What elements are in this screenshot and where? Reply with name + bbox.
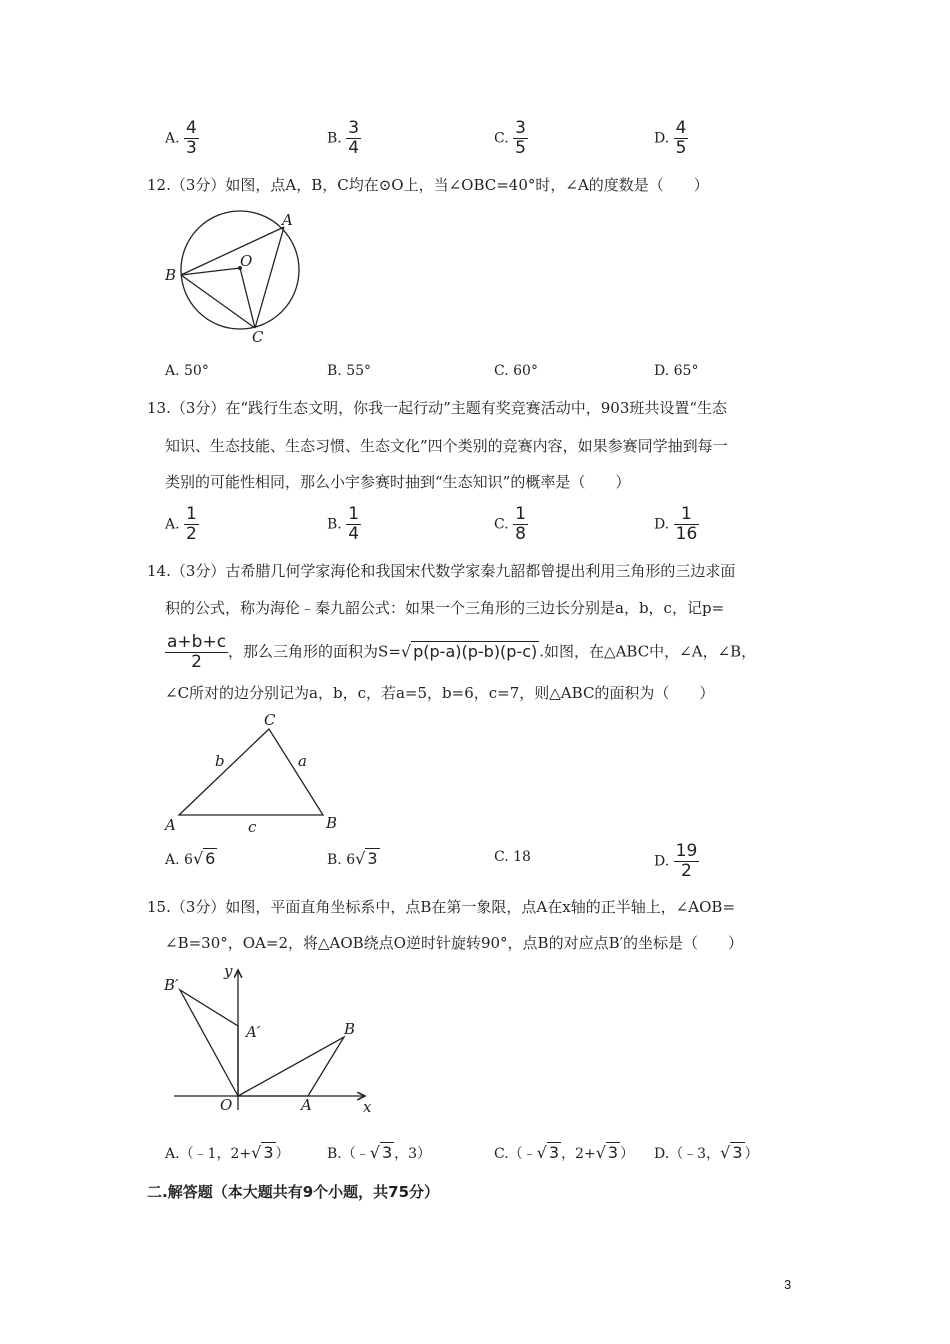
label-b-prime: B′ bbox=[164, 976, 179, 994]
sqrt: √ 3 bbox=[595, 1143, 619, 1162]
q15-coordinate-figure bbox=[160, 960, 380, 1120]
q13-stem-line1: 13.（3分）在“践行生态文明，你我一起行动”主题有奖竞赛活动中，903班共设置“生态 bbox=[147, 399, 728, 417]
q12-option-b: B. 55° bbox=[327, 363, 372, 379]
sqrt: √ 3 bbox=[355, 849, 378, 868]
q14-stem-line2: 积的公式，称为海伦﹣秦九韶公式：如果一个三角形的三边长分别是a，b，c，记p= bbox=[165, 599, 725, 617]
p-fraction: $\frac{a+b+c}{2}$ bbox=[167, 632, 227, 672]
q14-stem-line4: ∠C所对的边分别记为a，b，c，若a=5，b=6，c=7，则△ABC的面积为（ ） bbox=[165, 684, 715, 702]
label-c: C bbox=[252, 328, 264, 346]
fraction: $\frac{4}{3}$ bbox=[186, 118, 197, 158]
q11-option-b bbox=[327, 119, 361, 158]
q12-stem: 12.（3分）如图，点A，B，C均在⊙O上，当∠OBC=40°时，∠A的度数是（ ） bbox=[147, 176, 709, 194]
q12-option-a: A. 50° bbox=[165, 363, 209, 379]
q13-stem-line3: 类别的可能性相同，那么小宇参赛时抽到“生态知识”的概率是（ ） bbox=[165, 473, 631, 491]
triangle-a1ob1 bbox=[180, 990, 238, 1096]
segment-ba bbox=[181, 227, 284, 275]
q13-stem-line2: 知识、生态技能、生态习惯、生态文化”四个类别的竞赛内容，如果参赛同学抽到每一 bbox=[165, 437, 728, 455]
label-a: A bbox=[282, 211, 293, 229]
fraction: $\frac{4}{5}$ bbox=[675, 118, 687, 158]
label-x: x bbox=[363, 1098, 372, 1116]
option-letter: D. bbox=[654, 130, 670, 147]
label-o: O bbox=[240, 252, 253, 270]
q15-stem-line2: ∠B=30°，OA=2，将△AOB绕点O逆时针旋转90°，点B的对应点B′的坐标是（ ） bbox=[165, 934, 744, 952]
label-b-vertex: B bbox=[326, 814, 338, 832]
page-number: 3 bbox=[784, 1277, 792, 1292]
fraction: $\frac{1}{2}$ bbox=[186, 504, 197, 544]
option-letter: A. bbox=[165, 130, 180, 147]
q14-option-d: D. $\frac{19}{2}$ bbox=[654, 841, 698, 881]
q14-triangle-figure bbox=[160, 708, 350, 838]
q11-option-a bbox=[165, 119, 199, 158]
option-letter: B. bbox=[327, 130, 342, 147]
fraction: $\frac{1}{16}$ bbox=[675, 504, 698, 544]
fraction: $\frac{19}{2}$ bbox=[675, 841, 698, 881]
label-a: A bbox=[301, 1096, 312, 1114]
option-letter: C. bbox=[494, 130, 509, 147]
label-a-vertex: A bbox=[165, 816, 176, 834]
triangle-aob bbox=[238, 1037, 344, 1096]
sqrt: √ 3 bbox=[369, 1143, 393, 1162]
q14-option-b: B. 6√ 3 bbox=[327, 849, 378, 868]
section-heading: 二.解答题（本大题共有9个小题，共75分） bbox=[147, 1183, 440, 1201]
sqrt: √ 6 bbox=[192, 849, 216, 868]
fraction: $\frac{1}{8}$ bbox=[515, 504, 526, 544]
q15-option-c: C.（﹣√ 3 ，2+√ 3 ） bbox=[494, 1143, 635, 1162]
label-a-side: a bbox=[298, 752, 307, 770]
q15-stem-line1: 15.（3分）如图，平面直角坐标系中，点B在第一象限，点A在x轴的正半轴上，∠AOB= bbox=[147, 898, 736, 916]
label-b-side: b bbox=[215, 752, 225, 770]
q13-option-a: A. $\frac{1}{2}$ bbox=[165, 504, 197, 544]
label-c-vertex: C bbox=[264, 711, 276, 729]
q12-option-d: D. 65° bbox=[654, 363, 699, 379]
sqrt-expression: √ p(p-a)(p-b)(p-c) bbox=[400, 641, 538, 661]
q14-stem-line1: 14.（3分）古希腊几何学家海伦和我国宋代数学家秦九韶都曾提出利用三角形的三边求面 bbox=[147, 562, 736, 580]
fraction: $\frac{3}{5}$ bbox=[515, 118, 526, 158]
fraction: $\frac{3}{4}$ bbox=[348, 118, 360, 158]
q15-option-a: A.（﹣1，2+√ 3 ） bbox=[165, 1143, 290, 1162]
q12-option-c: C. 60° bbox=[494, 363, 538, 379]
q13-option-c: C. $\frac{1}{8}$ bbox=[494, 504, 526, 544]
label-b: B bbox=[344, 1020, 356, 1038]
triangle-abc bbox=[179, 729, 323, 815]
q14-option-c: C. 18 bbox=[494, 849, 531, 865]
q14-stem-line3: $\frac{a+b+c}{2}$ ，那么三角形的面积为S=√ p(p-a)(p-b)(p-c) .如图，在△ABC中，∠A，∠B， bbox=[167, 632, 757, 672]
q13-option-d: D. $\frac{1}{16}$ bbox=[654, 504, 698, 544]
q15-option-b: B.（﹣√ 3 ，3） bbox=[327, 1143, 432, 1162]
q13-option-b: B. $\frac{1}{4}$ bbox=[327, 504, 360, 544]
label-c-side: c bbox=[248, 818, 257, 836]
sqrt: √ 3 bbox=[536, 1143, 560, 1162]
label-b: B bbox=[165, 266, 177, 284]
label-o: O bbox=[220, 1096, 233, 1114]
label-y: y bbox=[224, 962, 233, 980]
q11-option-d bbox=[654, 119, 688, 158]
q14-option-a: A. 6√ 6 bbox=[165, 849, 216, 868]
q11-option-c bbox=[494, 119, 528, 158]
sqrt: √ 3 bbox=[720, 1143, 743, 1162]
fraction: $\frac{1}{4}$ bbox=[348, 504, 360, 544]
q15-option-d: D.（﹣3，√ 3 ） bbox=[654, 1143, 759, 1162]
label-a-prime: A′ bbox=[246, 1023, 261, 1041]
q12-circle-figure bbox=[160, 200, 310, 350]
sqrt: √ 3 bbox=[251, 1143, 274, 1162]
